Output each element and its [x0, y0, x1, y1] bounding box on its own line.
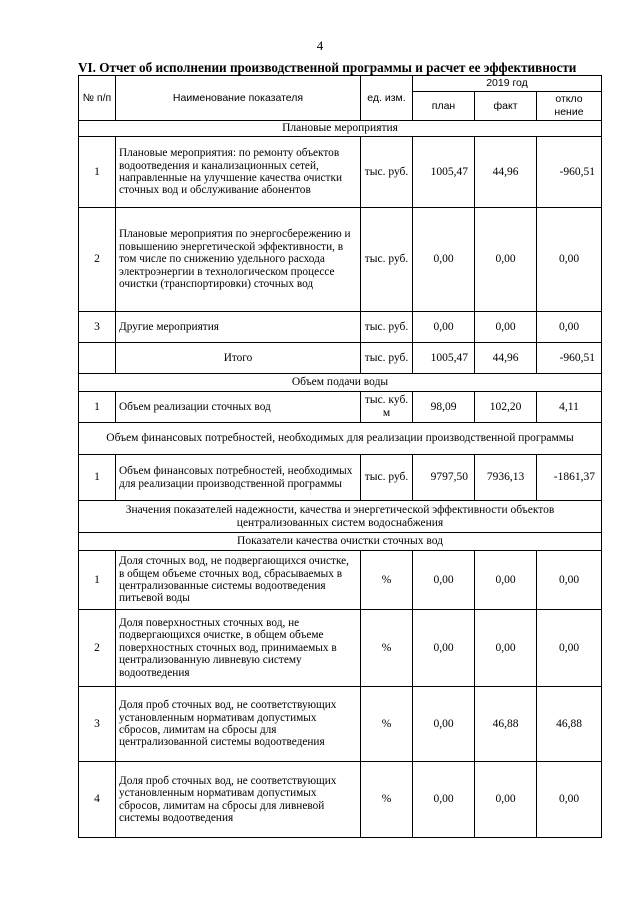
table-row	[79, 610, 602, 687]
row-deviation: -1861,37	[537, 455, 602, 501]
row-unit: тыс. куб. м	[361, 392, 413, 423]
row-name: Плановые мероприятия по энергосбережению и повышению энергетической эффективности, в том числе по снижению удельного расхода электроэнергии в технологическом процессе очистки (транспортировки) сточных вод	[116, 208, 361, 312]
row-unit: тыс. руб.	[361, 455, 413, 501]
row-num: 2	[79, 208, 116, 312]
section-row	[79, 533, 602, 551]
row-fact: 0,00	[475, 551, 537, 610]
table-row	[79, 762, 602, 838]
table-row	[79, 392, 602, 423]
row-plan: 0,00	[413, 312, 475, 343]
row-deviation: 46,88	[537, 687, 602, 762]
row-fact: 0,00	[475, 208, 537, 312]
row-plan: 9797,50	[413, 455, 475, 501]
section-row	[79, 121, 602, 137]
row-deviation: -960,51	[537, 343, 602, 374]
row-plan: 1005,47	[413, 137, 475, 208]
row-plan: 1005,47	[413, 343, 475, 374]
table-row	[79, 137, 602, 208]
row-unit: тыс. руб.	[361, 343, 413, 374]
row-num: 1	[79, 455, 116, 501]
row-fact: 44,96	[475, 343, 537, 374]
row-name: Доля проб сточных вод, не соответствующих установленным нормативам допустимых сбросов, лимитам на сбросы для централизованной системы водоотведения	[116, 687, 361, 762]
row-num: 3	[79, 687, 116, 762]
row-deviation: 0,00	[537, 610, 602, 687]
row-fact: 102,20	[475, 392, 537, 423]
row-plan: 0,00	[413, 208, 475, 312]
row-plan: 98,09	[413, 392, 475, 423]
row-num: 1	[79, 392, 116, 423]
table-row	[79, 455, 602, 501]
row-deviation: 0,00	[537, 208, 602, 312]
row-fact: 7936,13	[475, 455, 537, 501]
header-year: 2019 год	[413, 76, 602, 92]
table-row	[79, 551, 602, 610]
header-fact: факт	[475, 92, 537, 121]
row-name: Доля поверхностных сточных вод, не подвергающихся очистке, в общем объеме поверхностных сточных вод, принимаемых в централизованную ливневую систему водоотведения	[116, 610, 361, 687]
row-num: 3	[79, 312, 116, 343]
row-deviation: -960,51	[537, 137, 602, 208]
row-name: Объем финансовых потребностей, необходимых для реализации производственной программы	[116, 455, 361, 501]
row-name: Итого	[116, 343, 361, 374]
row-fact: 44,96	[475, 137, 537, 208]
table-row	[79, 312, 602, 343]
page-title: VI. Отчет об исполнении производственной программы и расчет ее эффективности	[78, 60, 577, 75]
header-unit: ед. изм.	[361, 76, 413, 121]
section-title: Значения показателей надежности, качества и энергетической эффективности объектов централизованных систем водоснабжения	[79, 501, 602, 533]
row-fact: 0,00	[475, 762, 537, 838]
row-unit: тыс. руб.	[361, 137, 413, 208]
header-plan: план	[413, 92, 475, 121]
header-row	[79, 76, 602, 92]
row-unit: тыс. руб.	[361, 312, 413, 343]
section-title: Показатели качества очистки сточных вод	[79, 533, 602, 551]
row-plan: 0,00	[413, 551, 475, 610]
row-name: Плановые мероприятия: по ремонту объектов водоотведения и канализационных сетей, направленные на улучшение качества очистки сточных вод и обслуживание абонентов	[116, 137, 361, 208]
row-deviation: 0,00	[537, 762, 602, 838]
section-row	[79, 501, 602, 533]
row-plan: 0,00	[413, 687, 475, 762]
report-table	[78, 75, 602, 838]
row-plan: 0,00	[413, 610, 475, 687]
row-num: 4	[79, 762, 116, 838]
row-num: 1	[79, 551, 116, 610]
row-deviation: 0,00	[537, 312, 602, 343]
row-name: Объем реализации сточных вод	[116, 392, 361, 423]
row-name: Доля проб сточных вод, не соответствующих установленным нормативам допустимых сбросов, лимитам на сбросы для ливневой системы водоотведения	[116, 762, 361, 838]
row-name: Другие мероприятия	[116, 312, 361, 343]
section-row	[79, 374, 602, 392]
row-fact: 46,88	[475, 687, 537, 762]
row-unit: %	[361, 687, 413, 762]
row-plan: 0,00	[413, 762, 475, 838]
row-deviation: 0,00	[537, 551, 602, 610]
section-title: Объем подачи воды	[79, 374, 602, 392]
row-unit: тыс. руб.	[361, 208, 413, 312]
row-fact: 0,00	[475, 312, 537, 343]
table-row	[79, 208, 602, 312]
row-fact: 0,00	[475, 610, 537, 687]
section-title: Объем финансовых потребностей, необходимых для реализации производственной программы	[79, 423, 602, 455]
row-num: 1	[79, 137, 116, 208]
header-name: Наименование показателя	[116, 76, 361, 121]
row-num	[79, 343, 116, 374]
section-title: Плановые мероприятия	[79, 121, 602, 137]
page-number: 4	[316, 38, 324, 53]
row-unit: %	[361, 762, 413, 838]
header-deviation: откло нение	[537, 92, 602, 121]
row-name: Доля сточных вод, не подвергающихся очистке, в общем объеме сточных вод, сбрасываемых в централизованные системы водоотведения питьевой воды	[116, 551, 361, 610]
row-deviation: 4,11	[537, 392, 602, 423]
row-unit: %	[361, 551, 413, 610]
table-row	[79, 687, 602, 762]
row-num: 2	[79, 610, 116, 687]
row-unit: %	[361, 610, 413, 687]
header-num: № п/п	[79, 76, 116, 121]
section-row	[79, 423, 602, 455]
total-row	[79, 343, 602, 374]
